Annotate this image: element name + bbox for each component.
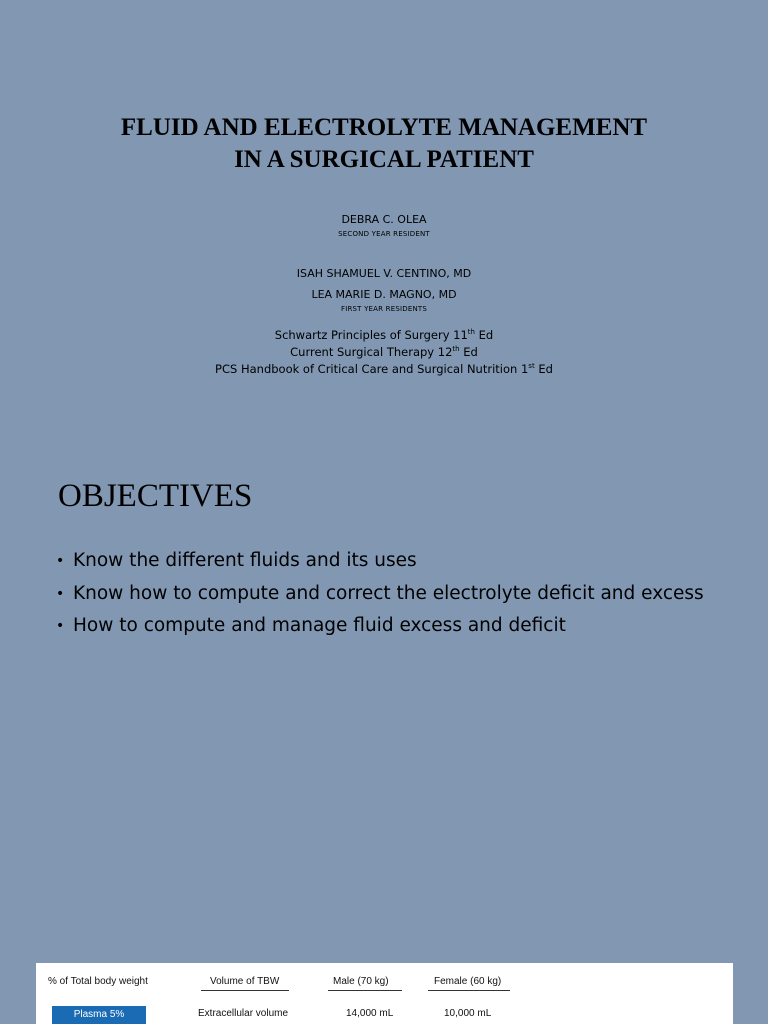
reference-item: Schwartz Principles of Surgery 11th Ed [274, 328, 494, 342]
objectives-list [56, 548, 704, 646]
header-underline [428, 990, 510, 991]
reference-item: Current Surgical Therapy 12th Ed [290, 345, 478, 359]
list-item: • Know the different fluids and its uses [56, 548, 704, 581]
table-header: Female (60 kg) [434, 976, 502, 987]
table-header: % of Total body weight [48, 976, 148, 987]
plasma-badge: Plasma 5% [52, 1006, 146, 1024]
header-underline [201, 990, 289, 991]
reference-item: PCS Handbook of Critical Care and Surgical Nutrition 1st Ed [215, 362, 553, 376]
table-header: Male (70 kg) [333, 976, 389, 987]
table-cell: 14,000 mL [346, 1008, 394, 1019]
title-line-2: IN A SURGICAL PATIENT [234, 146, 534, 173]
table-header: Volume of TBW [210, 976, 280, 987]
objectives-heading: OBJECTIVES [58, 478, 253, 514]
bullet-icon: • [56, 618, 65, 634]
table-cell: 10,000 mL [444, 1008, 492, 1019]
table-cell: Extracellular volume [198, 1008, 289, 1019]
header-underline [328, 990, 402, 991]
title-line-1: FLUID AND ELECTROLYTE MANAGEMENT [120, 114, 648, 141]
author-name: ISAH SHAMUEL V. CENTINO, MD [296, 267, 472, 280]
body-water-table [36, 963, 733, 1024]
author-name: DEBRA C. OLEA [341, 213, 427, 226]
references-list [0, 327, 768, 378]
author-role: SECOND YEAR RESIDENT [338, 230, 430, 238]
list-item: • How to compute and manage fluid excess and deficit [56, 613, 704, 646]
author-name: LEA MARIE D. MAGNO, MD [311, 288, 457, 301]
list-item: • Know how to compute and correct the electrolyte deficit and excess [56, 581, 704, 614]
author-block-2 [0, 267, 768, 314]
presentation-title [0, 112, 768, 176]
author-role: FIRST YEAR RESIDENTS [340, 305, 428, 313]
objectives-slide [0, 440, 768, 960]
bullet-icon: • [56, 585, 65, 602]
bullet-icon: • [56, 553, 65, 569]
title-slide [0, 0, 768, 440]
author-block-1 [0, 213, 768, 239]
